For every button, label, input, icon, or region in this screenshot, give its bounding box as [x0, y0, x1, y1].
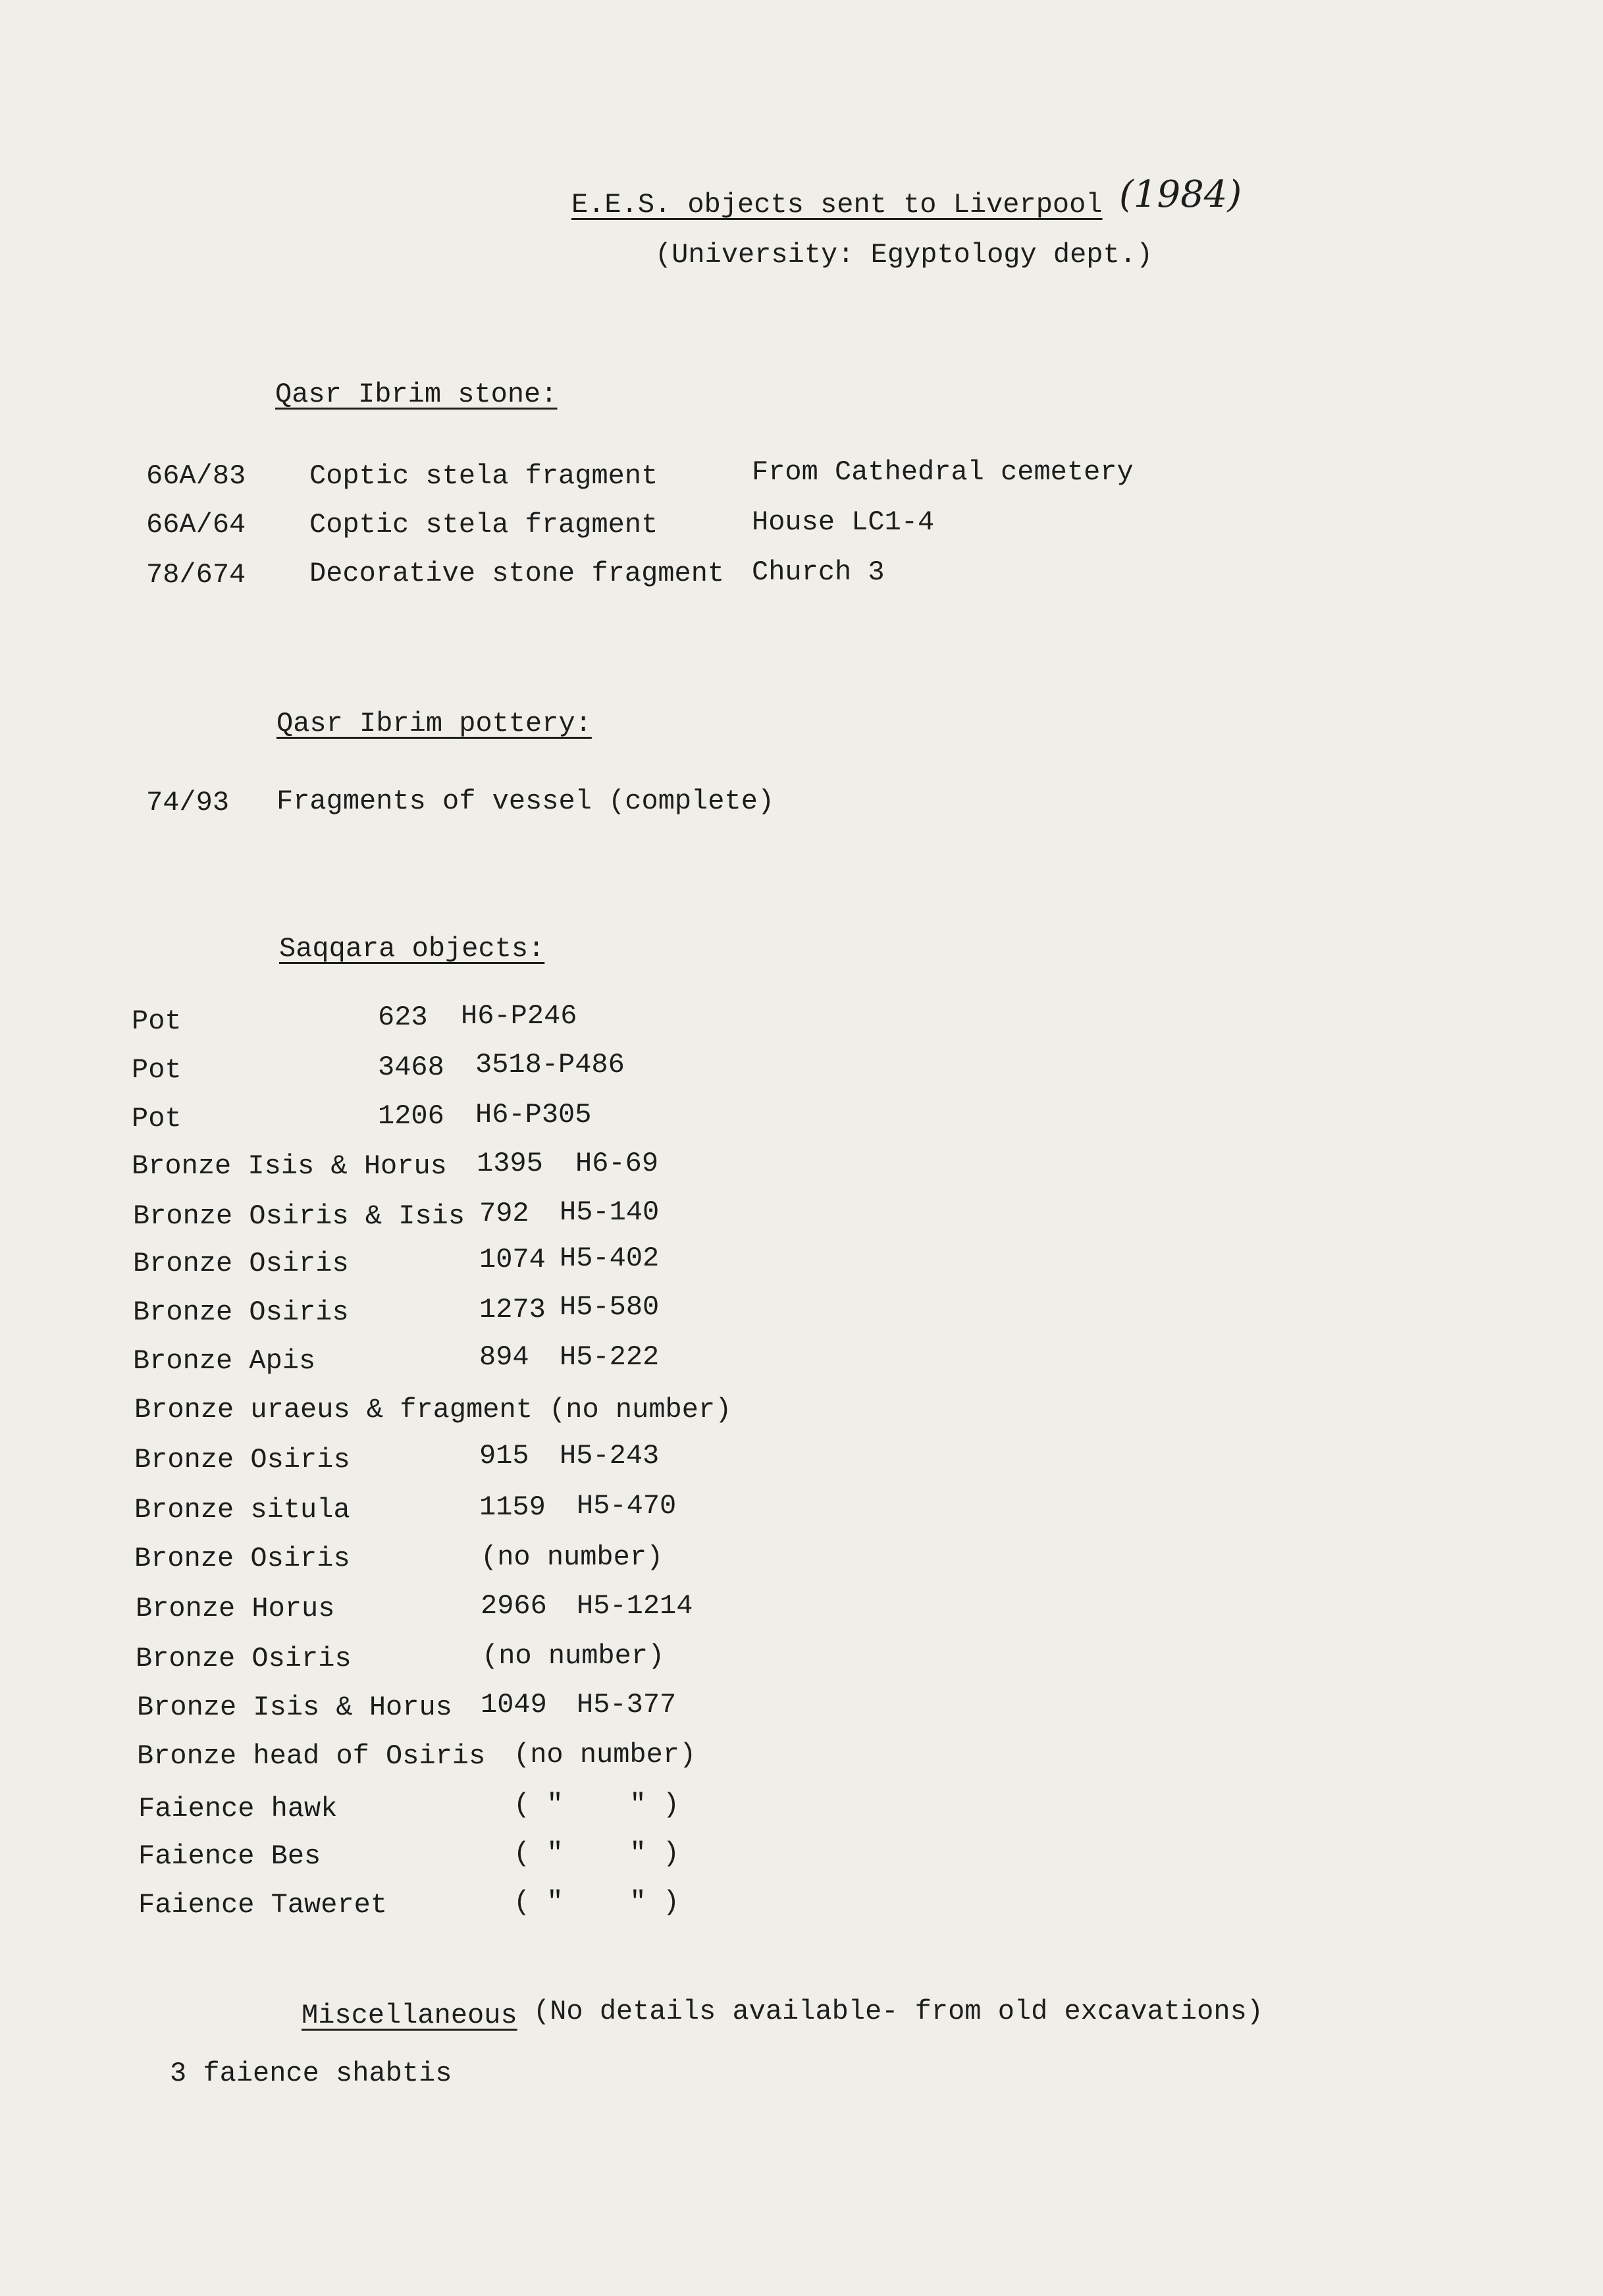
saqqara-item-reference: 3518-P486 [475, 1049, 625, 1081]
stone-row-location: From Cathedral cemetery [752, 456, 1134, 488]
saqqara-item-number: 1159 [479, 1491, 546, 1523]
document-subtitle: (University: Egyptology dept.) [655, 239, 1153, 271]
pottery-row-number: 74/93 [146, 787, 230, 818]
saqqara-item-number: ( " " ) [513, 1789, 680, 1821]
saqqara-item-name: Bronze Osiris & Isis [133, 1200, 465, 1232]
section-heading-miscellaneous: Miscellaneous [302, 2000, 517, 2031]
section-heading-qasr-stone: Qasr Ibrim stone: [275, 379, 558, 410]
stone-row-location: Church 3 [752, 556, 885, 588]
saqqara-item-name: Bronze Apis [133, 1345, 316, 1377]
saqqara-item-number: (no number) [481, 1541, 664, 1573]
saqqara-item-number: 792 [479, 1198, 529, 1229]
saqqara-item-number: ( " " ) [513, 1886, 680, 1918]
stone-row-description: Coptic stela fragment [309, 460, 658, 492]
saqqara-item-name: Pot [132, 1103, 182, 1135]
saqqara-item-name: Faience hawk [138, 1793, 338, 1825]
saqqara-item-name: Bronze situla [134, 1494, 350, 1526]
saqqara-item-number: 894 [479, 1341, 529, 1373]
saqqara-item-number: 3468 [378, 1052, 444, 1083]
pottery-row-description: Fragments of vessel (complete) [276, 786, 775, 817]
stone-row-number: 66A/64 [146, 509, 246, 541]
section-heading-saqqara: Saqqara objects: [279, 933, 545, 965]
saqqara-item-reference: H5-140 [560, 1196, 660, 1228]
stone-row-location: House LC1-4 [752, 506, 935, 538]
saqqara-item-number: 1074 [479, 1244, 546, 1275]
saqqara-item-number: (no number) [482, 1640, 665, 1672]
saqqara-item-reference: H5-1214 [577, 1590, 693, 1622]
saqqara-item-reference: H5-243 [560, 1440, 660, 1472]
saqqara-item-reference: H6-69 [575, 1148, 659, 1179]
saqqara-item-number: ( " " ) [513, 1838, 680, 1869]
stone-row-number: 78/674 [146, 559, 246, 591]
saqqara-item-name: Faience Taweret [138, 1889, 388, 1921]
saqqara-item-reference: H5-402 [560, 1242, 660, 1274]
saqqara-item-number: (no number) [513, 1739, 696, 1771]
saqqara-item-reference: H6-P246 [461, 1000, 577, 1032]
saqqara-item-name: Faience Bes [138, 1840, 321, 1872]
saqqara-item-reference: H5-222 [560, 1341, 660, 1373]
saqqara-item-name: Bronze Osiris [133, 1248, 349, 1279]
saqqara-item-number: 1049 [481, 1689, 547, 1721]
saqqara-item-name: Bronze Isis & Horus [137, 1692, 452, 1723]
miscellaneous-item: 3 faience shabtis [170, 2058, 452, 2089]
saqqara-item-name: Bronze Horus [136, 1593, 335, 1624]
saqqara-item-number: 1273 [479, 1294, 546, 1325]
saqqara-item-name: Bronze Osiris [134, 1444, 350, 1476]
stone-row-description: Coptic stela fragment [309, 509, 658, 541]
saqqara-item-number: 1206 [378, 1100, 444, 1132]
saqqara-item-name: Bronze Isis & Horus [132, 1150, 447, 1182]
saqqara-item-reference: H5-470 [577, 1490, 677, 1522]
stone-row-number: 66A/83 [146, 460, 246, 492]
saqqara-item-name: Bronze Osiris [134, 1543, 350, 1574]
saqqara-item-reference: H6-P305 [475, 1099, 592, 1131]
handwritten-year-note: (1984) [1119, 173, 1242, 216]
saqqara-item-name: Pot [132, 1054, 182, 1086]
saqqara-item-number: 915 [479, 1440, 529, 1472]
saqqara-item-number: 1395 [477, 1148, 543, 1179]
document-title: E.E.S. objects sent to Liverpool [571, 189, 1103, 221]
saqqara-item-reference: H5-580 [560, 1291, 660, 1323]
saqqara-item-number: 623 [378, 1001, 428, 1033]
saqqara-item-name: Bronze Osiris [136, 1643, 352, 1674]
saqqara-item-name: Bronze Osiris [133, 1296, 349, 1328]
saqqara-item-name: Pot [132, 1005, 182, 1037]
miscellaneous-note: (No details available- from old excavations) [533, 1996, 1263, 2027]
saqqara-item-reference: H5-377 [577, 1689, 677, 1721]
stone-row-description: Decorative stone fragment [309, 558, 725, 589]
saqqara-item-number: 2966 [481, 1590, 547, 1622]
saqqara-item-name: Bronze head of Osiris [137, 1740, 486, 1772]
section-heading-qasr-pottery: Qasr Ibrim pottery: [276, 708, 592, 739]
saqqara-item-name: Bronze uraeus & fragment (no number) [134, 1394, 732, 1426]
